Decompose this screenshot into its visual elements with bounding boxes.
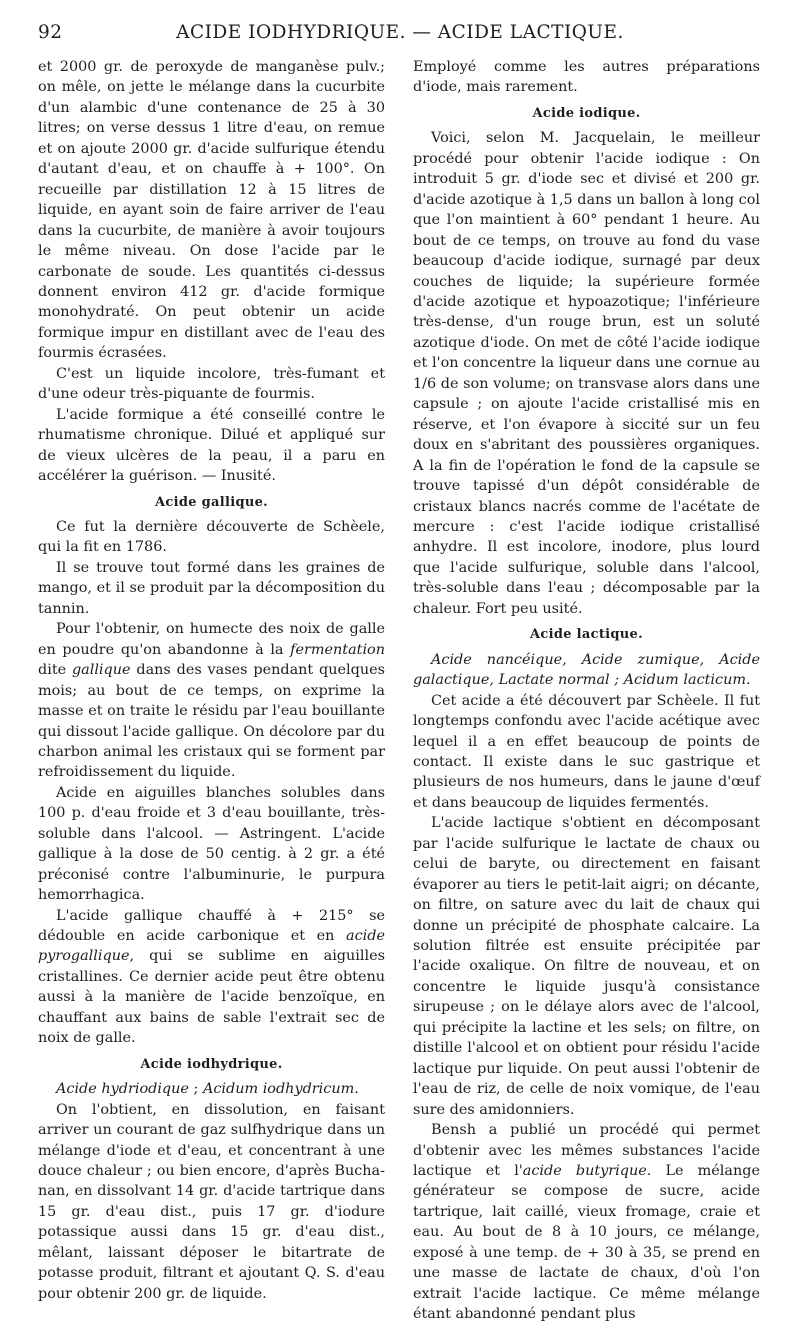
text-run: . Le mélange générateur se compose de sucre, acide tartrique, lait caillé, vieux fromage, craie et eau. Au bout de 8 à 10 jours, ce mélange, exposé à une temp. de + 30 à 35, se prend en une masse de lactate de chaux, d'où l'on extrait l'acide lactique. Ce même mélange étant abandonné pendant plus (413, 1163, 760, 1323)
emphasis: gallique (71, 662, 131, 679)
text-run: Bensh a publié un procédé qui permet d'obtenir avec les mêmes substances l'acide lactique et l' (413, 1122, 760, 1180)
section-heading-acide-gallique: Acide gallique. (155, 494, 268, 510)
section-heading-acide-iodhydrique: Acide iodhydrique. (140, 1056, 283, 1072)
running-title: ACIDE IODHYDRIQUE. — ACIDE LACTIQUE. (176, 22, 624, 43)
paragraph: Cet acide a été découvert par Schèele. Il fut longtemps confondu avec l'acide acétique avec lequel il a en effet beaucoup de points de contact. Il existe dans le suc gastrique et plusieurs de nos humeurs, dans le jaune d'œuf et dans beaucoup de liquides fermentés. (413, 692, 760, 811)
separator: ; (188, 1081, 203, 1098)
section-heading-acide-iodique: Acide iodique. (532, 105, 641, 121)
synonyms: Acide nancéique, Acide zumique, Acide galactique, Lactate normal ; Acidum lacticum. (413, 651, 760, 689)
text-run: dans des vases pendant quelques mois; au bout de ce temps, on exprime la masse et on traite le résidu par l'eau bouillante qui dissout l'acide gallique. On décolore par du charbon animal les cristaux qui se forment par refroidissement du liquide. (38, 662, 385, 781)
paragraph (413, 1120, 760, 1325)
paragraph: Voici, selon M. Jacquelain, le meilleur procédé pour obtenir l'acide iodique : On introduit 5 gr. d'iode sec et divisé et 200 gr. d'acide azotique à 1,5 dans un ballon à long col que l'on maintient à 60° pendant 1 heure. Au bout de ce temps, on trouve au fond du vase beaucoup d'acide iodique, surnagé par deux couches de liquide; la supérieure formée d'acide azotique et hypoazotique; l'inférieure très-dense, d'un rouge brun, est un soluté azotique d'iode. On met de côté l'acide iodique et l'on concentre la liqueur dans une cornue au 1/6 de son volume; on transvase alors dans une capsule ; on ajoute l'acide cristallisé mis en réserve, et l'on évapore à siccité sur un feu doux en s'abritant des poussières organiques. A la fin de l'opération le fond de la capsule se trouve tapissé d'un dépôt considérable de cristaux blancs nacrés comme de l'acétate de mercure : c'est l'acide iodique cristallisé anhydre. Il est incolore, inodore, plus lourd que l'acide sulfurique, soluble dans l'alcool, très-soluble dans l'eau ; décomposable par la chaleur. Fort peu usité. (413, 130, 760, 617)
text-run: dite (38, 662, 72, 679)
paragraph: L'acide formique a été conseillé contre le rhumatisme chronique. Dilué et appliqué sur de vieux ulcères de la peau, il a paru en accélérer la guérison. — Inusité. (38, 406, 385, 485)
emphasis: acide pyrogallique (38, 928, 385, 965)
paragraph: et 2000 gr. de peroxyde de manganèse pulv.; on mêle, on jette le mélange dans la cucurbite d'un alambic d'une contenance de 25 à 30 litres; on verse dessus 1 litre d'eau, on remue et on ajoute 2000 gr. d'acide sulfurique étendu d'autant d'eau, et on chauffe à + 100°. On recueille par distillation 12 à 15 litres de liquide, en ayant soin de faire arriver de l'eau dans la cucurbite, de manière à avoir toujours le même niveau. On dose l'acide par le carbonate de soude. Les quantités ci-dessus donnent environ 412 gr. d'acide formique monohydraté. On peut obtenir un acide formique impur en distillant avec de l'eau des fourmis écrasées. (38, 59, 385, 362)
synonyms (38, 1079, 385, 1099)
emphasis: acide butyrique (522, 1163, 647, 1180)
section-heading-acide-lactique: Acide lactique. (530, 627, 643, 643)
paragraph: C'est un liquide incolore, très-fumant et d'une odeur très-piquante de fourmis. (38, 365, 385, 403)
synonym: Acide hydriodique (56, 1081, 189, 1098)
paragraph: On l'obtient, en dissolution, en faisant arriver un courant de gaz sulfhydrique dans un mélange d'iode et d'eau, et concentrant à une douce chaleur ; ou bien encore, d'après Bucha-nan, en dissolvant 14 gr. d'acide tartrique dans 15 gr. d'eau dist., puis 17 gr. d'iodure potassique aussi dans 15 gr. d'eau dist., mêlant, laissant déposer le bitartrate de potasse produit, filtrant et ajoutant Q. S. d'eau pour obtenir 200 gr. de liquide. (38, 1101, 385, 1302)
paragraph: Acide en aiguilles blanches solubles dans 100 p. d'eau froide et 3 d'eau bouillante, très-soluble dans l'alcool. — Astringent. L'acide gallique à la dose de 50 centig. à 2 gr. a été préconisé contre l'albuminurie, le purpura hemorrhagica. (38, 784, 385, 904)
synonym: Acidum iodhydricum. (202, 1081, 359, 1098)
text-run: Pour l'obtenir, on humecte des noix de galle en poudre qu'on abandonne à la (38, 621, 385, 658)
text-run: L'acide gallique chauffé à + 215° se dédouble en acide carbonique et en (38, 907, 385, 945)
left-column (38, 57, 385, 1304)
paragraph: Employé comme les autres préparations d'iode, mais rarement. (413, 59, 760, 96)
paragraph: Il se trouve tout formé dans les graines de mango, et il se produit par la décomposition du tannin. (38, 559, 385, 617)
paragraph (38, 906, 385, 1049)
page-number: 92 (38, 22, 63, 43)
paragraph (38, 619, 385, 783)
paragraph: Ce fut la dernière découverte de Schèele, qui la fit en 1786. (38, 518, 385, 556)
right-column (413, 57, 760, 1325)
paragraph: L'acide lactique s'obtient en décomposant par l'acide sulfurique le lactate de chaux ou celui de baryte, ou directement en faisant évaporer au tiers le petit-lait aigri; on décante, on filtre, on sature avec du lait de chaux qui donne un précipité de phosphate calcaire. La solution filtrée est ensuite précipitée par l'acide oxalique. On filtre de nouveau, et on concentre le liquide jusqu'à consistance sirupeuse ; on le délaye alors avec de l'alcool, qui précipite la lactine et les sels; on filtre, on distille l'alcool et on obtient pour résidu l'acide lactique pur liquide. On peut aussi l'obtenir de l'eau de riz, de celle de noix vomique, de l'eau sure des amidonniers. (413, 815, 760, 1118)
text-run: , qui se sublime en aiguilles cristallines. Ce dernier acide peut être obtenu aussi à la manière de l'acide benzoïque, en chauffant aux bains de sable l'extrait sec de noix de galle. (38, 948, 385, 1047)
emphasis: fermentation (290, 641, 385, 658)
running-head (38, 22, 762, 48)
